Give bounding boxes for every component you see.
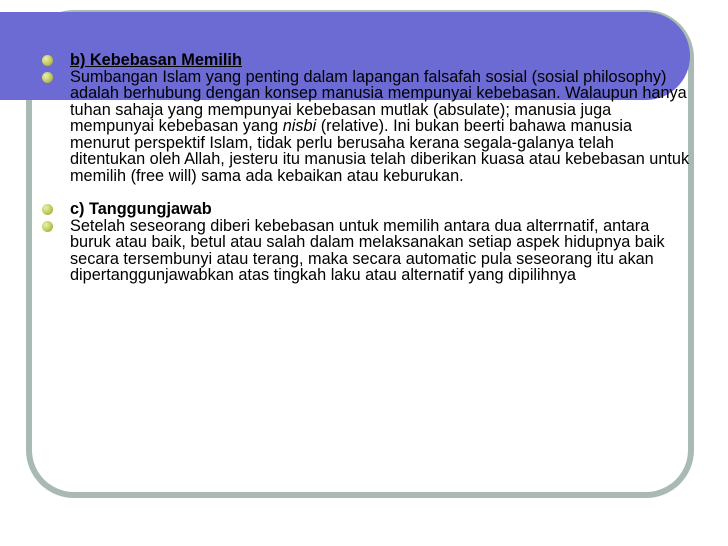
heading-prefix: b) <box>70 51 86 69</box>
paragraph-italic-term: nisbi <box>282 117 317 135</box>
round-bullet-icon <box>42 204 53 215</box>
paragraph-text-part2: (relative). Ini bukan beerti bahawa manusia menurut perspektif Islam, tidak perlu berusaha kerana segala-galanya telah ditentukan oleh Allah, jesteru itu manusia telah diberikan kuasa atau kebebasan untuk memilih (free will) sama ada kebaikan atau keburukan. <box>70 117 690 185</box>
heading-text: Kebebasan Memilih <box>85 51 242 69</box>
spacer <box>42 184 692 201</box>
bullet-heading-tanggungjawab <box>42 201 692 218</box>
paragraph-text-part1: Sumbangan Islam yang penting dalam lapangan falsafah sosial (sosial philosophy) adalah berhubung dengan konsep manusia mempunyai kebebasan. Walaupun hanya tuhan sahaja yang mempunyai kebebasan mutlak (absulate); manusia juga mempunyai kebebasan yang <box>70 67 687 135</box>
round-bullet-icon <box>42 72 53 83</box>
paragraph-text: Setelah seseorang diberi kebebasan untuk memilih antara dua alterrnatif, antara buruk atau baik, betul atau salah dalam melaksanakan setiap aspek hidupnya baik secara tersembunyi atau terang, maka secara automatic pula seseorang itu akan dipertanggunjawabkan atas tingkah laku atau alternatif yang dipilihnya <box>70 216 665 284</box>
bullet-heading-kebebasan <box>42 52 692 69</box>
bullet-paragraph-tanggungjawab <box>42 218 692 284</box>
round-bullet-icon <box>42 221 53 232</box>
heading-text: c) Tanggungjawab <box>70 200 212 218</box>
slide-body <box>42 52 692 284</box>
bullet-paragraph-kebebasan <box>42 69 692 185</box>
round-bullet-icon <box>42 55 53 66</box>
